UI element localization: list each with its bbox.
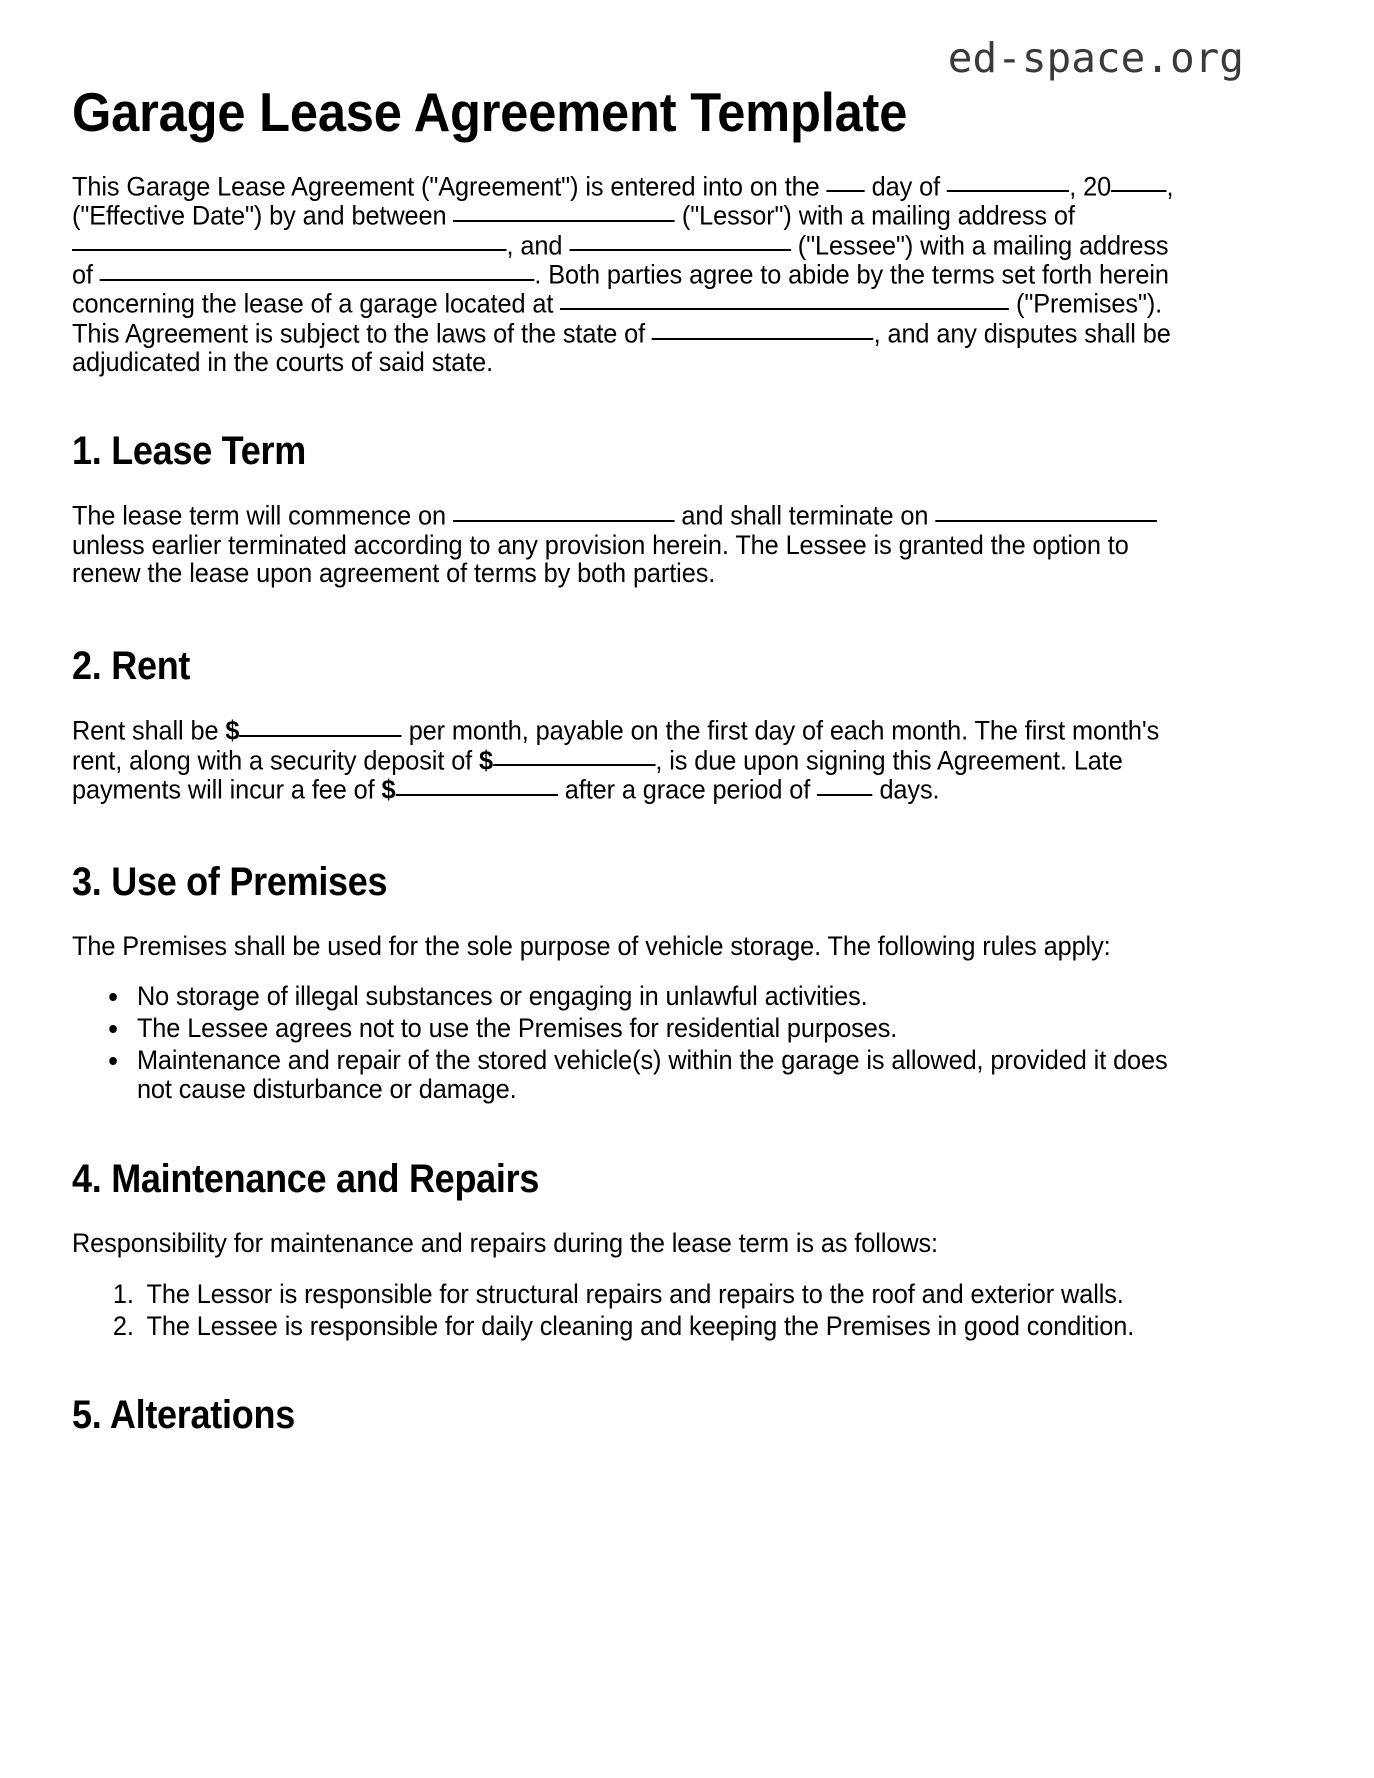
rent-text-2: per month, payable on the first day of each month. The first month's rent, along with a security deposit of (72, 715, 1160, 776)
intro-text-5: ("Lessor") with a mailing address of (674, 200, 1075, 231)
lease-term-body (72, 501, 1183, 588)
blank-day[interactable] (827, 169, 865, 193)
rent-text-5: days. (872, 774, 940, 805)
lease-term-text-3: unless earlier terminated according to any provision herein. The Lessee is granted the option to renew the lease upon agreement of terms by both parties. (72, 529, 1129, 589)
section-heading-rent: 2. Rent (72, 644, 191, 689)
intro-text-8: . Both parties agree to abide by the terms set forth herein concerning the lease of a garage located at (72, 259, 1169, 320)
intro-text-6: , and (506, 230, 570, 261)
rent-text-3: , is due upon signing this Agreement. Late payments will incur a fee of (72, 745, 1123, 805)
list-item: • Maintenance and repair of the stored vehicle(s) within the garage is allowed, provided it does not cause disturbance or damage. (131, 1046, 1182, 1104)
dollar-sign-rent: $ (225, 715, 240, 746)
page-title: Garage Lease Agreement Template (72, 81, 908, 143)
rent-body (72, 716, 1183, 804)
section-heading-lease-term: 1. Lease Term (72, 429, 306, 474)
blank-terminate-date[interactable] (935, 498, 1157, 522)
blank-year[interactable] (1111, 169, 1166, 193)
blank-lessor-name[interactable] (453, 198, 675, 222)
intro-text-4: , ("Effective Date") by and between (72, 171, 1174, 231)
intro-text-10: , and any disputes shall be adjudicated in the courts of said state. (72, 318, 1171, 378)
lease-term-text-1: The lease term will commence on (72, 500, 453, 531)
blank-rent-amount[interactable] (239, 713, 401, 737)
intro-text-3: , 20 (1069, 171, 1112, 202)
maintenance-intro: Responsibility for maintenance and repairs during the lease term is as follows: (72, 1228, 939, 1259)
blank-month[interactable] (947, 169, 1069, 193)
blank-commence-date[interactable] (453, 498, 675, 522)
blank-grace-period-days[interactable] (817, 772, 872, 796)
blank-state[interactable] (652, 316, 874, 340)
maintenance-responsibilities-list (72, 1280, 1191, 1341)
blank-deposit-amount[interactable] (493, 743, 655, 767)
intro-text-7: ("Lessee") with a mailing address of (72, 230, 1169, 290)
list-item: • The Lessee agrees not to use the Premises for residential purposes. (131, 1014, 1182, 1043)
lease-term-text-2: and shall terminate on (674, 500, 936, 531)
intro-text-9: ("Premises"). This Agreement is subject to the laws of the state of (72, 289, 1163, 349)
rent-text-1: Rent shall be (72, 715, 226, 746)
section-heading-maintenance-and-repairs: 4. Maintenance and Repairs (72, 1157, 540, 1202)
dollar-sign-fee: $ (381, 774, 396, 805)
list-item: • No storage of illegal substances or engaging in unlawful activities. (131, 982, 1182, 1011)
use-of-premises-intro: The Premises shall be used for the sole purpose of vehicle storage. The following rules apply: (72, 930, 1111, 961)
intro-text-1: This Garage Lease Agreement ("Agreement") is entered into on the (72, 171, 827, 202)
rent-text-4: after a grace period of (557, 774, 818, 805)
blank-premises-address[interactable] (560, 286, 1009, 310)
list-item: 2. The Lessee is responsible for daily cleaning and keeping the Premises in good condition. (141, 1312, 1192, 1341)
section-heading-use-of-premises: 3. Use of Premises (72, 859, 388, 904)
intro-paragraph (72, 172, 1183, 378)
blank-late-fee-amount[interactable] (395, 772, 557, 796)
blank-lessor-address[interactable] (72, 228, 507, 252)
use-of-premises-rules-list (72, 982, 1182, 1103)
section-heading-alterations: 5. Alterations (72, 1392, 295, 1437)
blank-lessee-address[interactable] (100, 257, 535, 281)
site-watermark: ed-space.org (947, 34, 1244, 82)
list-item: 1. The Lessor is responsible for structural repairs and repairs to the roof and exterior walls. (141, 1280, 1192, 1309)
intro-text-2: day of (864, 171, 947, 202)
blank-lessee-name[interactable] (569, 228, 791, 252)
dollar-sign-deposit: $ (479, 745, 494, 776)
